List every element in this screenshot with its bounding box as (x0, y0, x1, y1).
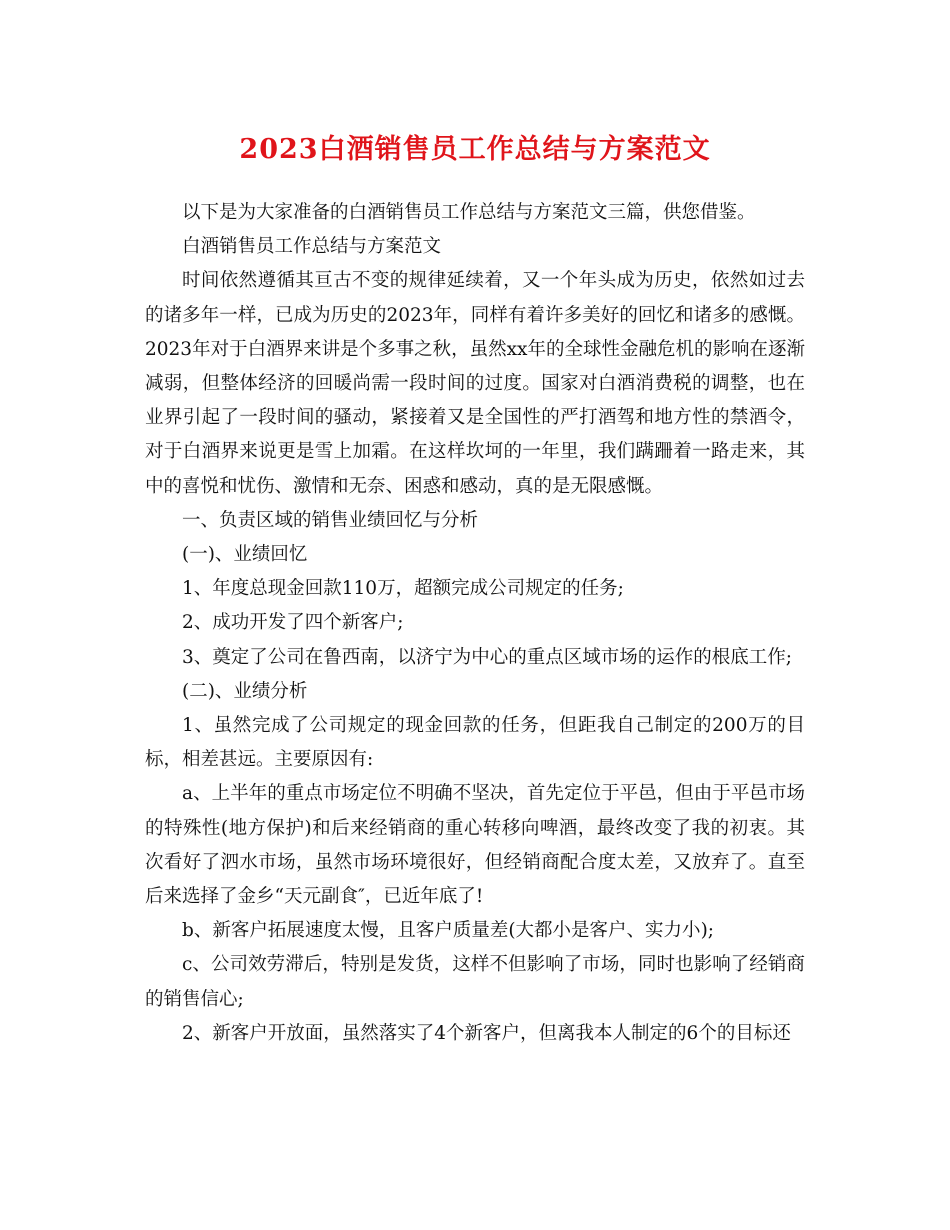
document-title: 2023白酒销售员工作总结与方案范文 (239, 134, 711, 165)
list-item: c、公司效劳滞后，特别是发货，这样不但影响了市场，同时也影响了经销商的销售信心; (145, 954, 805, 1010)
list-item: 2、新客户开放面，虽然落实了4个新客户，但离我本人制定的6个的目标还 (182, 1022, 791, 1044)
list-item: 3、奠定了公司在鲁西南，以济宁为中心的重点区域市场的运作的根底工作; (182, 646, 793, 668)
list-item: 1、年度总现金回款110万，超额完成公司规定的任务; (182, 578, 624, 600)
document-body (145, 196, 805, 1051)
intro-paragraph: 以下是为大家准备的白酒销售员工作总结与方案范文三篇，供您借鉴。 (182, 202, 756, 223)
list-item: 1、虽然完成了公司规定的现金回款的任务，但距我自己制定的200万的目标，相差甚远。主要原因有: (145, 715, 805, 771)
body-paragraph: 时间依然遵循其亘古不变的规律延续着，又一个年头成为历史，依然如过去的诸多年一样，已成为历史的2023年，同样有着许多美好的回忆和诸多的感慨。2023年对于白酒界来讲是个多事之秋，虽然xx年的全球性金融危机的影响在逐渐减弱，但整体经济的回暖尚需一段时间的过度。国家对白酒消费税的调整，也在业界引起了一段时间的骚动，紧接着又是全国性的严打酒驾和地方性的禁酒令，对于白酒界来说更是雪上加霜。在这样坎坷的一年里，我们蹒跚着一路走来，其中的喜悦和忧伤、激情和无奈、困惑和感动，真的是无限感慨。 (145, 270, 805, 497)
subsection-heading-review: (一)、业绩回忆 (182, 544, 308, 566)
section-heading: 白酒销售员工作总结与方案范文 (182, 236, 442, 258)
subsection-heading-analysis: (二)、业绩分析 (182, 680, 308, 702)
list-item: b、新客户拓展速度太慢，且客户质量差(大都小是客户、实力小); (182, 920, 715, 942)
list-item: a、上半年的重点市场定位不明确不坚决，首先定位于平邑，但由于平邑市场的特殊性(地方保护)和后来经销商的重心转移向啤酒，最终改变了我的初衷。其次看好了泗水市场，虽然市场环境很好，但经销商配合度太差，又放弃了。直至后来选择了金乡“天元副食″，已近年底了! (145, 783, 805, 908)
section-heading-1: 一、负责区域的销售业绩回忆与分析 (182, 509, 479, 531)
list-item: 2、成功开发了四个新客户; (182, 612, 404, 634)
